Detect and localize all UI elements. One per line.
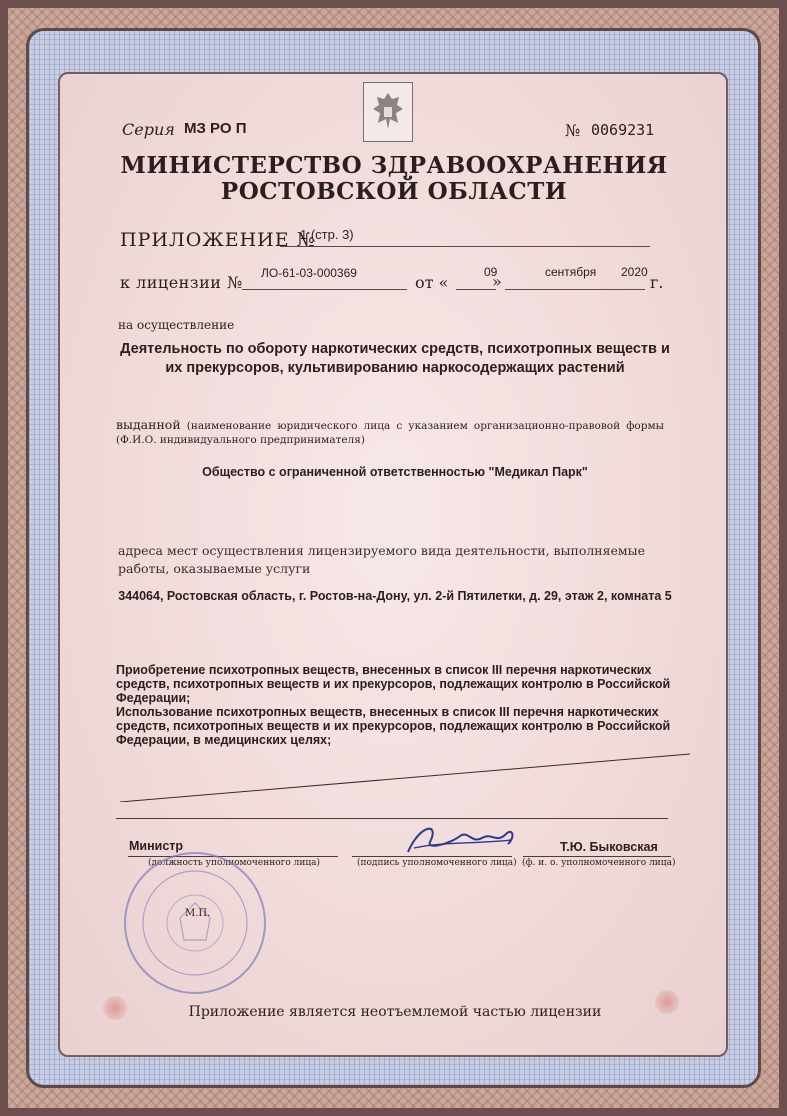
appendix-underline — [280, 246, 650, 247]
coat-of-arms-icon — [363, 82, 413, 142]
month-underline — [505, 289, 645, 290]
signature-underline — [352, 856, 512, 857]
company-name: Общество с ограниченной ответственностью "Медикал Парк" — [202, 465, 588, 479]
address-label: адреса мест осуществления лицензируемого вида деятельности, выполняемые работы, оказываемые услуги — [118, 543, 645, 576]
license-number-underline — [242, 289, 407, 290]
ministry-title-line1: МИНИСТЕРСТВО ЗДРАВООХРАНЕНИЯ — [120, 152, 668, 179]
year-suffix: г. — [650, 273, 664, 292]
license-number: ЛО-61-03-000369 — [261, 266, 357, 280]
ministry-title-line2: РОСТОВСКОЙ ОБЛАСТИ — [220, 178, 568, 205]
official-stamp-seal — [120, 848, 270, 998]
series-label: Серия — [122, 120, 175, 139]
signature-section-divider — [116, 818, 668, 819]
activity-text: Деятельность по обороту наркотических средств, психотропных веществ и их прекурсоров, культивированию наркосодержащих растений — [120, 341, 670, 376]
activity-label: на осуществление — [118, 318, 235, 332]
license-year: 2020 — [621, 265, 648, 279]
series-value: МЗ РО П — [184, 120, 247, 137]
license-label: к лицензии № — [120, 273, 243, 292]
day-underline — [456, 289, 496, 290]
number-label: № — [565, 121, 581, 140]
appendix-number: 1 (стр. 3) — [300, 227, 354, 242]
signer-position: Министр — [129, 839, 184, 853]
watermark-dot-left — [103, 996, 127, 1020]
name-underline — [523, 856, 671, 857]
signer-name: Т.Ю. Быковская — [560, 840, 658, 854]
issued-label: выданной — [116, 417, 181, 432]
license-month: сентября — [545, 265, 597, 279]
issued-to-block — [116, 418, 664, 447]
issued-hint: (наименование юридического лица с указанием организационно-правовой формы (Ф.И.О. индивидуального предпринимателя) — [116, 420, 664, 446]
footer-note: Приложение является неотъемлемой частью лицензии — [188, 1004, 602, 1020]
watermark-dot-right — [655, 990, 679, 1014]
address-text: 344064, Ростовская область, г. Ростов-на-Дону, ул. 2-й Пятилетки, д. 29, этаж 2, комната 5 — [118, 589, 672, 603]
works-item-1: Приобретение психотропных веществ, внесенных в список III перечня наркотических средств, психотропных веществ и их прекурсоров, подлежащих контролю в Российской Федерации; — [116, 663, 671, 705]
license-day: 09 — [484, 265, 498, 279]
date-close-quote: » — [492, 272, 502, 291]
stamp-place-label: М.П. — [185, 908, 211, 919]
z-strike-line — [120, 752, 690, 802]
signature-caption: (подпись уполномоченного лица) — [357, 858, 517, 868]
works-item-2: Использование психотропных веществ, внесенных в список III перечня наркотических средств, психотропных веществ и их прекурсоров, подлежащих контролю в Российской Федерации, в медицинских целях; — [116, 705, 671, 747]
document-number: 0069231 — [591, 121, 655, 139]
position-caption: (должность уполномоченного лица) — [148, 858, 320, 868]
appendix-label: ПРИЛОЖЕНИЕ № — [120, 229, 316, 251]
date-from-label: от « — [415, 273, 449, 292]
name-caption: (ф. и. о. уполномоченного лица) — [522, 858, 676, 868]
works-list — [116, 663, 686, 747]
